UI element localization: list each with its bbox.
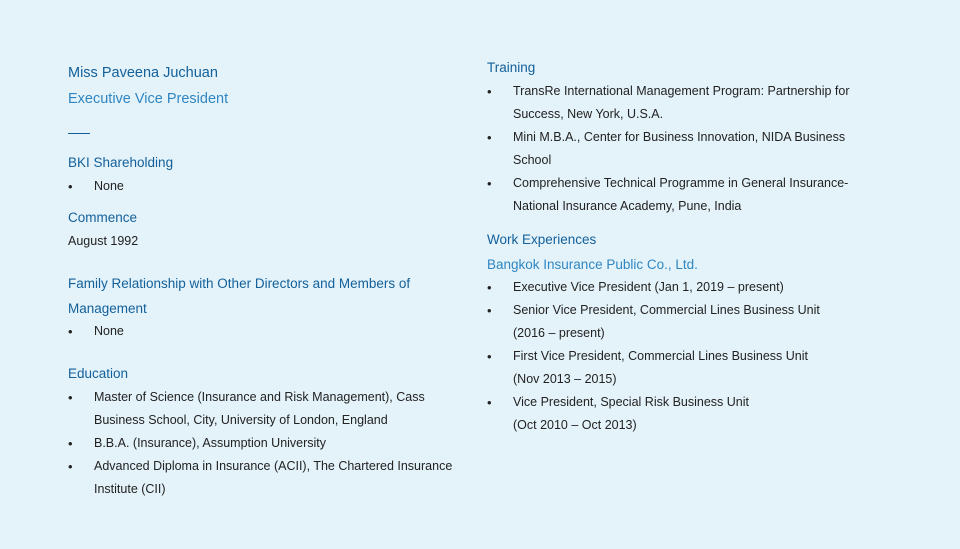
shareholding-list bbox=[68, 175, 124, 198]
divider bbox=[68, 133, 90, 134]
list-item: • Comprehensive Technical Programme in General Insurance- National Insurance Academy, Pune, India bbox=[487, 172, 850, 218]
training-list bbox=[487, 80, 850, 218]
shareholding-heading: BKI Shareholding bbox=[68, 155, 174, 170]
bullet-icon: • bbox=[487, 395, 492, 410]
list-item: • None bbox=[68, 175, 124, 198]
commence-heading: Commence bbox=[68, 210, 138, 225]
list-item: • None bbox=[68, 320, 124, 343]
work-company: Bangkok Insurance Public Co., Ltd. bbox=[487, 257, 698, 272]
bullet-icon: • bbox=[487, 303, 492, 318]
work-list bbox=[487, 276, 820, 437]
list-item: • First Vice President, Commercial Lines Business Unit (Nov 2013 – 2015) bbox=[487, 345, 820, 391]
work-heading: Work Experiences bbox=[487, 232, 597, 247]
bullet-icon: • bbox=[487, 84, 492, 99]
list-item: • Master of Science (Insurance and Risk Management), Cass Business School, City, University of London, England bbox=[68, 386, 452, 432]
education-list bbox=[68, 386, 452, 501]
list-item: • Vice President, Special Risk Business Unit (Oct 2010 – Oct 2013) bbox=[487, 391, 820, 437]
bullet-icon: • bbox=[487, 176, 492, 191]
bullet-icon: • bbox=[68, 324, 73, 339]
list-item: • B.B.A. (Insurance), Assumption University bbox=[68, 432, 452, 455]
bullet-icon: • bbox=[487, 280, 492, 295]
list-item: • Mini M.B.A., Center for Business Innovation, NIDA Business School bbox=[487, 126, 850, 172]
person-name: Miss Paveena Juchuan bbox=[68, 65, 218, 81]
list-item: • Executive Vice President (Jan 1, 2019 – present) bbox=[487, 276, 820, 299]
list-item: • Advanced Diploma in Insurance (ACII), The Chartered Insurance Institute (CII) bbox=[68, 455, 452, 501]
education-heading: Education bbox=[68, 366, 129, 381]
bullet-icon: • bbox=[487, 349, 492, 364]
bullet-icon: • bbox=[68, 459, 73, 474]
family-list bbox=[68, 320, 124, 343]
training-heading: Training bbox=[487, 60, 536, 75]
bullet-icon: • bbox=[68, 390, 73, 405]
person-position: Executive Vice President bbox=[68, 91, 229, 107]
family-heading: Family Relationship with Other Directors and Members of Management bbox=[68, 276, 411, 316]
commence-value: August 1992 bbox=[68, 234, 139, 248]
list-item: • TransRe International Management Program: Partnership for Success, New York, U.S.A. bbox=[487, 80, 850, 126]
bullet-icon: • bbox=[68, 179, 73, 194]
bullet-icon: • bbox=[487, 130, 492, 145]
list-item: • Senior Vice President, Commercial Lines Business Unit (2016 – present) bbox=[487, 299, 820, 345]
bullet-icon: • bbox=[68, 436, 73, 451]
